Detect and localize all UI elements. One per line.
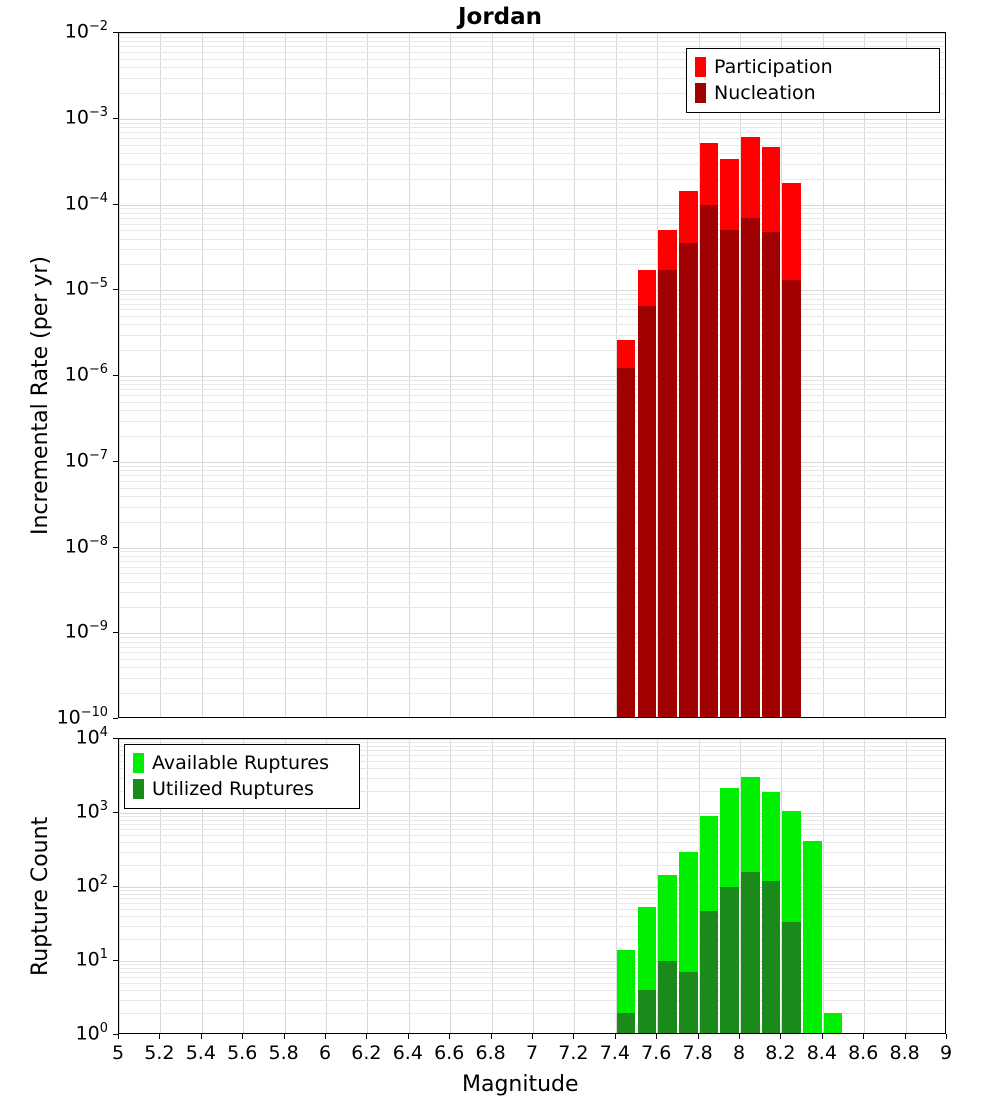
x-tick-label: 5.8	[268, 1042, 299, 1064]
gridline-horizontal-minor	[119, 395, 945, 396]
bar	[720, 887, 739, 1034]
legend-label: Available Ruptures	[152, 752, 329, 774]
participation-swatch-icon	[695, 57, 706, 77]
utilized-ruptures-swatch-icon	[133, 779, 144, 799]
gridline-horizontal-minor	[119, 820, 945, 821]
gridline-horizontal	[119, 739, 945, 740]
bar	[700, 911, 719, 1034]
legend-incremental-rate	[686, 48, 940, 113]
x-tick-label: 8.6	[848, 1042, 879, 1064]
y-tick-label: $10^{-8}$	[64, 533, 108, 557]
bar	[658, 961, 677, 1034]
gridline-horizontal-minor	[119, 573, 945, 574]
y-tick-mark	[113, 32, 118, 33]
gridline-horizontal-minor	[119, 659, 945, 660]
gridline-horizontal-minor	[119, 179, 945, 180]
gridline-horizontal-minor	[119, 208, 945, 209]
gridline-horizontal	[119, 205, 945, 206]
bar	[741, 218, 760, 718]
x-tick-label: 8.8	[889, 1042, 920, 1064]
gridline-horizontal-minor	[119, 230, 945, 231]
x-tick-mark	[118, 1034, 119, 1039]
gridline-horizontal-minor	[119, 567, 945, 568]
gridline-horizontal-minor	[119, 132, 945, 133]
x-tick-label: 6.4	[392, 1042, 423, 1064]
gridline-horizontal-minor	[119, 123, 945, 124]
gridline-horizontal-minor	[119, 466, 945, 467]
bar	[824, 1013, 843, 1034]
gridline-vertical	[160, 33, 161, 717]
gridline-vertical	[367, 33, 368, 717]
gridline-horizontal-minor	[119, 299, 945, 300]
x-tick-mark	[822, 1034, 823, 1039]
gridline-horizontal-minor	[119, 218, 945, 219]
gridline-horizontal-minor	[119, 138, 945, 139]
legend-item-utilized-ruptures	[133, 776, 351, 802]
bar	[782, 922, 801, 1034]
gridline-horizontal-minor	[119, 410, 945, 411]
gridline-horizontal-minor	[119, 436, 945, 437]
gridline-horizontal-minor	[119, 561, 945, 562]
y-tick-mark	[113, 632, 118, 633]
legend-item-available-ruptures	[133, 750, 351, 776]
y-tick-mark	[113, 547, 118, 548]
bar	[741, 872, 760, 1034]
x-tick-mark	[242, 1034, 243, 1039]
y-tick-label: $10^{-7}$	[64, 447, 108, 472]
gridline-horizontal-minor	[119, 380, 945, 381]
gridline-vertical	[450, 739, 451, 1033]
available-ruptures-swatch-icon	[133, 753, 144, 773]
gridline-horizontal-minor	[119, 145, 945, 146]
gridline-horizontal-minor	[119, 642, 945, 643]
y-tick-mark	[113, 886, 118, 887]
y-tick-mark	[113, 1034, 118, 1035]
gridline-horizontal-minor	[119, 522, 945, 523]
x-tick-mark	[325, 1034, 326, 1039]
gridline-horizontal-minor	[119, 481, 945, 482]
y-tick-label: $10^{-2}$	[64, 19, 108, 43]
x-tick-label: 7.2	[558, 1042, 589, 1064]
gridline-horizontal-minor	[119, 652, 945, 653]
gridline-horizontal	[119, 813, 945, 814]
gridline-horizontal	[119, 462, 945, 463]
gridline-horizontal-minor	[119, 824, 945, 825]
gridline-horizontal-minor	[119, 41, 945, 42]
y-tick-mark	[113, 289, 118, 290]
x-tick-mark	[366, 1034, 367, 1039]
gridline-vertical	[285, 33, 286, 717]
y-tick-mark	[113, 118, 118, 119]
legend-label: Nucleation	[714, 82, 816, 104]
y-tick-label: $10^{-6}$	[64, 362, 108, 386]
gridline-vertical	[326, 33, 327, 717]
x-tick-label: 6	[318, 1042, 332, 1064]
gridline-vertical	[906, 739, 907, 1033]
legend-label: Utilized Ruptures	[152, 778, 314, 800]
bar	[700, 205, 719, 719]
legend-item-participation	[695, 54, 931, 80]
gridline-vertical	[243, 33, 244, 717]
gridline-horizontal-minor	[119, 693, 945, 694]
y-tick-mark	[113, 375, 118, 376]
gridline-vertical	[202, 33, 203, 717]
gridline-vertical	[409, 33, 410, 717]
bar	[762, 232, 781, 718]
gridline-horizontal-minor	[119, 582, 945, 583]
gridline-horizontal-minor	[119, 402, 945, 403]
gridline-vertical	[450, 33, 451, 717]
gridline-horizontal-minor	[119, 667, 945, 668]
gridline-horizontal-minor	[119, 421, 945, 422]
gridline-horizontal-minor	[119, 470, 945, 471]
gridline-horizontal-minor	[119, 309, 945, 310]
x-tick-mark	[863, 1034, 864, 1039]
y-tick-mark	[113, 204, 118, 205]
y-tick-mark	[113, 461, 118, 462]
y-tick-mark	[113, 960, 118, 961]
x-tick-mark	[532, 1034, 533, 1039]
x-tick-label: 7.6	[641, 1042, 672, 1064]
gridline-vertical	[492, 739, 493, 1033]
x-tick-mark	[573, 1034, 574, 1039]
gridline-horizontal-minor	[119, 556, 945, 557]
x-tick-label: 8.4	[806, 1042, 837, 1064]
gridline-horizontal-minor	[119, 607, 945, 608]
x-tick-mark	[449, 1034, 450, 1039]
x-tick-mark	[201, 1034, 202, 1039]
x-tick-label: 7	[525, 1042, 539, 1064]
bar	[762, 881, 781, 1034]
x-tick-mark	[159, 1034, 160, 1039]
x-tick-label: 5.6	[227, 1042, 258, 1064]
x-tick-label: 9	[939, 1042, 953, 1064]
gridline-horizontal-minor	[119, 153, 945, 154]
gridline-horizontal-minor	[119, 637, 945, 638]
gridline-vertical	[574, 33, 575, 717]
y-tick-mark	[113, 718, 118, 719]
gridline-horizontal-minor	[119, 835, 945, 836]
gridline-horizontal-minor	[119, 488, 945, 489]
x-tick-label: 6.2	[351, 1042, 382, 1064]
gridline-horizontal	[119, 33, 945, 34]
gridline-vertical	[533, 739, 534, 1033]
gridline-horizontal-minor	[119, 324, 945, 325]
gridline-horizontal-minor	[119, 592, 945, 593]
gridline-horizontal-minor	[119, 647, 945, 648]
gridline-vertical	[409, 739, 410, 1033]
gridline-horizontal	[119, 290, 945, 291]
gridline-horizontal-minor	[119, 213, 945, 214]
x-tick-mark	[491, 1034, 492, 1039]
gridline-vertical	[119, 33, 120, 717]
gridline-vertical	[823, 739, 824, 1033]
bar	[638, 990, 657, 1034]
x-tick-mark	[739, 1034, 740, 1039]
bar	[658, 270, 677, 718]
x-tick-label: 6.6	[434, 1042, 465, 1064]
x-tick-mark	[408, 1034, 409, 1039]
gridline-horizontal-minor	[119, 389, 945, 390]
gridline-horizontal-minor	[119, 678, 945, 679]
bar	[679, 972, 698, 1034]
gridline-vertical	[906, 33, 907, 717]
gridline-horizontal-minor	[119, 816, 945, 817]
x-tick-label: 5.2	[144, 1042, 175, 1064]
gridline-horizontal-minor	[119, 507, 945, 508]
x-tick-mark	[615, 1034, 616, 1039]
gridline-horizontal-minor	[119, 496, 945, 497]
y-tick-label: $10^{-5}$	[64, 276, 108, 300]
y-tick-label: $10^4$	[75, 725, 108, 749]
bar	[720, 230, 739, 718]
x-axis-label: Magnitude	[462, 1072, 579, 1097]
x-tick-mark	[698, 1034, 699, 1039]
x-tick-label: 5.4	[185, 1042, 216, 1064]
legend-label: Participation	[714, 56, 833, 78]
y-tick-label: $10^2$	[75, 873, 108, 897]
gridline-vertical	[367, 739, 368, 1033]
gridline-vertical	[492, 33, 493, 717]
gridline-horizontal-minor	[119, 304, 945, 305]
legend-rupture-count	[124, 744, 360, 809]
y-tick-label: $10^0$	[75, 1021, 108, 1045]
gridline-horizontal-minor	[119, 350, 945, 351]
gridline-horizontal-minor	[119, 164, 945, 165]
bar	[617, 1013, 636, 1034]
y-tick-label: $10^1$	[75, 947, 108, 971]
gridline-horizontal-minor	[119, 294, 945, 295]
x-tick-mark	[780, 1034, 781, 1039]
gridline-horizontal-minor	[119, 224, 945, 225]
y-tick-mark	[113, 738, 118, 739]
bar	[638, 306, 657, 718]
nucleation-swatch-icon	[695, 83, 706, 103]
x-tick-mark	[905, 1034, 906, 1039]
gridline-vertical	[864, 33, 865, 717]
x-tick-label: 6.8	[475, 1042, 506, 1064]
page-title: Jordan	[457, 4, 543, 30]
gridline-vertical	[823, 33, 824, 717]
y-tick-label: $10^3$	[75, 799, 108, 823]
gridline-horizontal-minor	[119, 316, 945, 317]
gridline-horizontal-minor	[119, 127, 945, 128]
incremental-rate-plot	[118, 32, 946, 718]
gridline-horizontal	[119, 548, 945, 549]
gridline-horizontal-minor	[119, 384, 945, 385]
y-tick-label: $10^{-3}$	[64, 104, 108, 129]
x-tick-label: 7.8	[682, 1042, 713, 1064]
y-tick-label: $10^{-9}$	[64, 619, 108, 643]
gridline-horizontal	[119, 633, 945, 634]
gridline-vertical	[864, 739, 865, 1033]
gridline-vertical	[533, 33, 534, 717]
bar	[679, 243, 698, 718]
x-tick-label: 8.2	[765, 1042, 796, 1064]
x-tick-label: 7.4	[599, 1042, 630, 1064]
y-tick-mark	[113, 812, 118, 813]
x-tick-mark	[656, 1034, 657, 1039]
gridline-horizontal	[119, 376, 945, 377]
y-axis-label-top: Incremental Rate (per yr)	[28, 256, 53, 535]
gridline-horizontal-minor	[119, 475, 945, 476]
y-tick-label: $10^{-4}$	[64, 190, 108, 214]
y-tick-label: $10^{-10}$	[56, 705, 108, 729]
gridline-horizontal-minor	[119, 335, 945, 336]
gridline-horizontal	[119, 119, 945, 120]
x-tick-mark	[284, 1034, 285, 1039]
bar	[803, 841, 822, 1034]
gridline-vertical	[574, 739, 575, 1033]
gridline-horizontal-minor	[119, 239, 945, 240]
gridline-horizontal-minor	[119, 37, 945, 38]
gridline-horizontal-minor	[119, 551, 945, 552]
legend-item-nucleation	[695, 80, 931, 106]
gridline-horizontal-minor	[119, 829, 945, 830]
y-axis-label-bottom: Rupture Count	[28, 816, 53, 976]
gridline-vertical	[119, 739, 120, 1033]
x-tick-label: 8	[732, 1042, 746, 1064]
bar	[617, 368, 636, 718]
bar	[782, 280, 801, 718]
gridline-horizontal-minor	[119, 249, 945, 250]
x-tick-label: 5	[111, 1042, 125, 1064]
x-tick-mark	[946, 1034, 947, 1039]
gridline-horizontal-minor	[119, 264, 945, 265]
